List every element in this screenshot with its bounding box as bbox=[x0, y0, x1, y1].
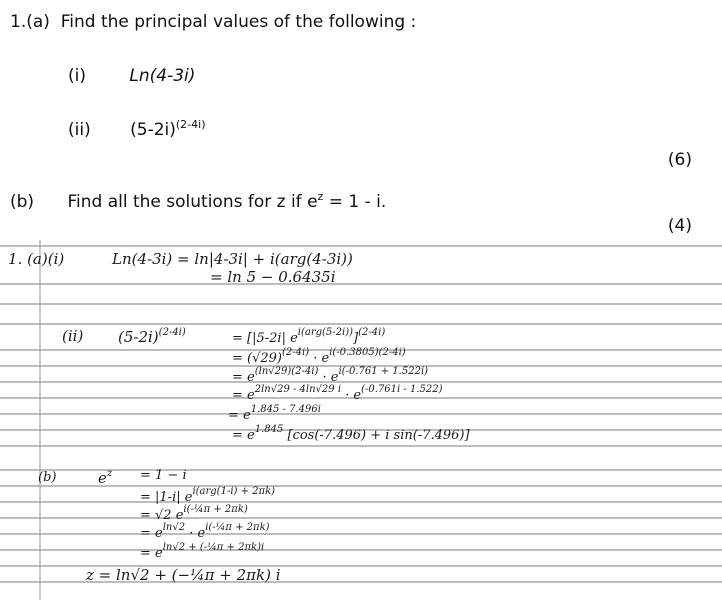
answer-a-ii-step-1: = [|5-2i| $e^{i(arg(5-2i))}]^{(2-4i)}$ bbox=[232, 327, 386, 346]
answer-b-step-4: = $e^{ln√2} \cdot e^{i(-\frac{1}{4}\pi + 2\pi k)}$ bbox=[140, 522, 270, 541]
answer-b-step-2: = |1-i| $e^{i(arg(1-i) + 2\pi k)}$ bbox=[140, 486, 276, 505]
question-b-tail: = 1 - i. bbox=[323, 192, 387, 212]
question-b-label: (b) bbox=[10, 192, 35, 212]
answer-a-i-line1: Ln(4-3i) = ln|4-3i| + i(arg(4-3i)) bbox=[112, 250, 353, 268]
answer-a-ii-step-4: = $e^{2ln√29 - 4ln√29 i} \cdot e^{(-0.761i - 1.522)}$ bbox=[232, 384, 443, 403]
answer-b-step-3: = √2 $e^{i(-\frac{1}{4}\pi + 2\pi k)}$ bbox=[140, 504, 248, 523]
answer-b-step-5: = $e^{ln√2 + (-\frac{1}{4}\pi + 2\pi k)i}$ bbox=[140, 542, 265, 561]
question-a-item-i bbox=[68, 66, 195, 86]
answer-a-i-line2: = ln 5 − 0.6435i bbox=[210, 268, 336, 286]
answer-b-lhs bbox=[98, 468, 112, 487]
answer-b-lhs-exponent: z bbox=[106, 468, 113, 479]
question-a-item-ii bbox=[68, 118, 206, 140]
lined-paper bbox=[0, 240, 722, 600]
question-a-header bbox=[10, 12, 416, 32]
answer-a-ii-step-6: = $e^{1.845}$ [cos(-7.496) + i sin(-7.496)] bbox=[232, 424, 470, 443]
answer-a-ii-step-2: = $(√29)^{(2-4i)} \cdot e^{i(-0.3805)(2-4i)}$ bbox=[232, 347, 406, 366]
question-b-marks: (4) bbox=[667, 216, 692, 236]
answer-b-label: (b) bbox=[38, 470, 57, 485]
question-b-header bbox=[10, 190, 386, 212]
answer-b-final: z = ln√2 + (−¼π + 2πk) i bbox=[86, 566, 281, 584]
item-i-expression: Ln(4-3i) bbox=[129, 66, 196, 86]
answer-a-ii-step-5: = $e^{1.845 - 7.496i}$ bbox=[228, 404, 321, 423]
answer-b-lhs-base: e bbox=[98, 469, 107, 487]
answer-a-ii-label: (ii) bbox=[62, 327, 84, 345]
question-a-prompt: Find the principal values of the following : bbox=[60, 12, 417, 32]
item-i-number: (i) bbox=[68, 66, 86, 86]
answer-a-i-label: 1. (a)(i) bbox=[8, 250, 65, 268]
item-ii-base: (5-2i) bbox=[130, 120, 176, 140]
answer-b-step-1: = 1 − i bbox=[140, 468, 187, 483]
answer-a-ii-lhs-base: (5-2i) bbox=[118, 328, 159, 346]
question-b-exponent: z bbox=[317, 190, 324, 203]
answer-a-ii-lhs bbox=[118, 327, 186, 346]
question-b-prompt: Find all the solutions for z if e bbox=[67, 192, 318, 212]
item-ii-exponent: (2-4i) bbox=[175, 118, 206, 131]
answer-a-ii-lhs-exponent: (2-4i) bbox=[158, 327, 186, 338]
question-a-label: 1.(a) bbox=[10, 12, 50, 32]
question-a-marks: (6) bbox=[667, 150, 692, 170]
answer-a-ii-step-3: = $e^{(ln√29)(2-4i)} \cdot e^{i(-0.761 + 1.522i)}$ bbox=[232, 366, 429, 385]
item-ii-number: (ii) bbox=[68, 120, 91, 140]
